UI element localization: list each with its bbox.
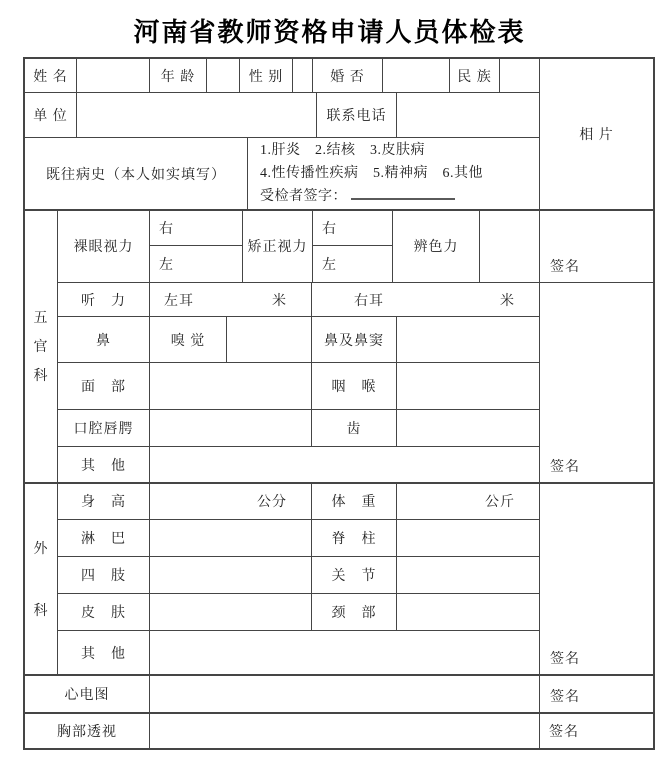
color-vision-field [480,210,540,283]
corrected-vision-right: 右 [313,210,393,246]
lymph-field [150,520,312,557]
neck-field [397,594,540,631]
section-divider [25,674,653,676]
height-label: 身 高 [58,483,150,520]
signature-cell-chest: 签名 [549,724,579,740]
teeth-label: 齿 [312,410,397,447]
cm-label: 公分 [257,495,287,510]
section-divider [25,482,653,484]
joints-label: 关 节 [312,557,397,594]
nose-label: 鼻 [58,317,150,363]
gender-label: 性 别 [240,59,293,93]
meter-label: 米 [272,293,287,309]
ethnicity-field [500,59,540,93]
signature-cell-surgery: 签名 [540,483,653,675]
unit-field [77,93,317,138]
lymph-label: 淋 巴 [58,520,150,557]
throat-field [397,363,540,410]
history-line1: 1.肝炎 2.结核 3.皮肤病 [260,143,425,158]
meter-label: 米 [500,293,515,309]
section-surgery-char: 科 [33,603,49,619]
ethnicity-label: 民 族 [450,59,500,93]
naked-vision-left: 左 [150,246,243,283]
chest-xray-label: 胸部透视 [25,713,150,748]
section-ent [25,210,58,483]
history-line2: 4.性传播性疾病 5.精神病 6.其他 [260,166,483,181]
section-surgery-char: 外 [33,541,49,557]
exam-form-table [23,57,655,750]
hearing-left-ear-field [150,283,312,317]
left-ear-label: 左耳 [164,293,194,309]
naked-vision-right: 右 [150,210,243,246]
teeth-field [397,410,540,447]
photo-cell: 相 片 [540,59,653,210]
name-label: 姓 名 [25,59,77,93]
section-surgery [25,483,58,675]
oral-label: 口腔唇腭 [58,410,150,447]
spine-field [397,520,540,557]
smell-field [227,317,312,363]
history-content [248,138,540,210]
corrected-vision-label: 矫正视力 [243,210,313,283]
oral-field [150,410,312,447]
surgery-other-label: 其 他 [58,631,150,675]
form-title: 河南省教师资格申请人员体检表 [133,18,526,47]
marital-label: 婚 否 [313,59,383,93]
age-field [207,59,240,93]
hearing-right-ear-field [312,283,540,317]
ecg-label: 心电图 [25,675,150,713]
ent-other-field [150,447,540,483]
limbs-label: 四 肢 [58,557,150,594]
surgery-other-field [150,631,540,675]
examinee-sign-prompt: 受检者签字： [260,189,347,204]
signature-cell-ecg: 签名 [540,675,653,713]
unit-label: 单 位 [25,93,77,138]
signature-cell-vision: 签名 [540,210,653,283]
examinee-sign-line [351,194,455,200]
section-ent-char: 官 [33,340,49,355]
gender-field [293,59,313,93]
naked-vision-label: 裸眼视力 [58,210,150,283]
marital-field [383,59,450,93]
nose-sinus-label: 鼻及鼻窦 [312,317,397,363]
limbs-field [150,557,312,594]
phone-label: 联系电话 [317,93,397,138]
kg-label: 公斤 [485,495,515,510]
spine-label: 脊 柱 [312,520,397,557]
joints-field [397,557,540,594]
history-sign-row [260,185,455,208]
height-field [150,483,312,520]
history-label: 既往病史（本人如实填写） [25,138,248,210]
age-label: 年 龄 [150,59,207,93]
section-divider [25,712,653,714]
face-field [150,363,312,410]
section-divider [25,209,653,211]
phone-field [397,93,540,138]
signature-cell-ent: 签名 [540,283,653,483]
chest-xray-field [150,713,540,748]
weight-label: 体 重 [312,483,397,520]
section-ent-char: 五 [33,311,49,326]
ent-other-label: 其 他 [58,447,150,483]
hearing-label: 听 力 [58,283,150,317]
ecg-field [150,675,540,713]
nose-sinus-field [397,317,540,363]
section-ent-char: 科 [33,369,49,384]
corrected-vision-left: 左 [313,246,393,283]
smell-label: 嗅 觉 [150,317,227,363]
weight-field [397,483,540,520]
name-field [77,59,150,93]
face-label: 面 部 [58,363,150,410]
color-vision-label: 辨色力 [393,210,480,283]
skin-field [150,594,312,631]
neck-label: 颈 部 [312,594,397,631]
throat-label: 咽 喉 [312,363,397,410]
right-ear-label: 右耳 [354,293,384,309]
skin-label: 皮 肤 [58,594,150,631]
